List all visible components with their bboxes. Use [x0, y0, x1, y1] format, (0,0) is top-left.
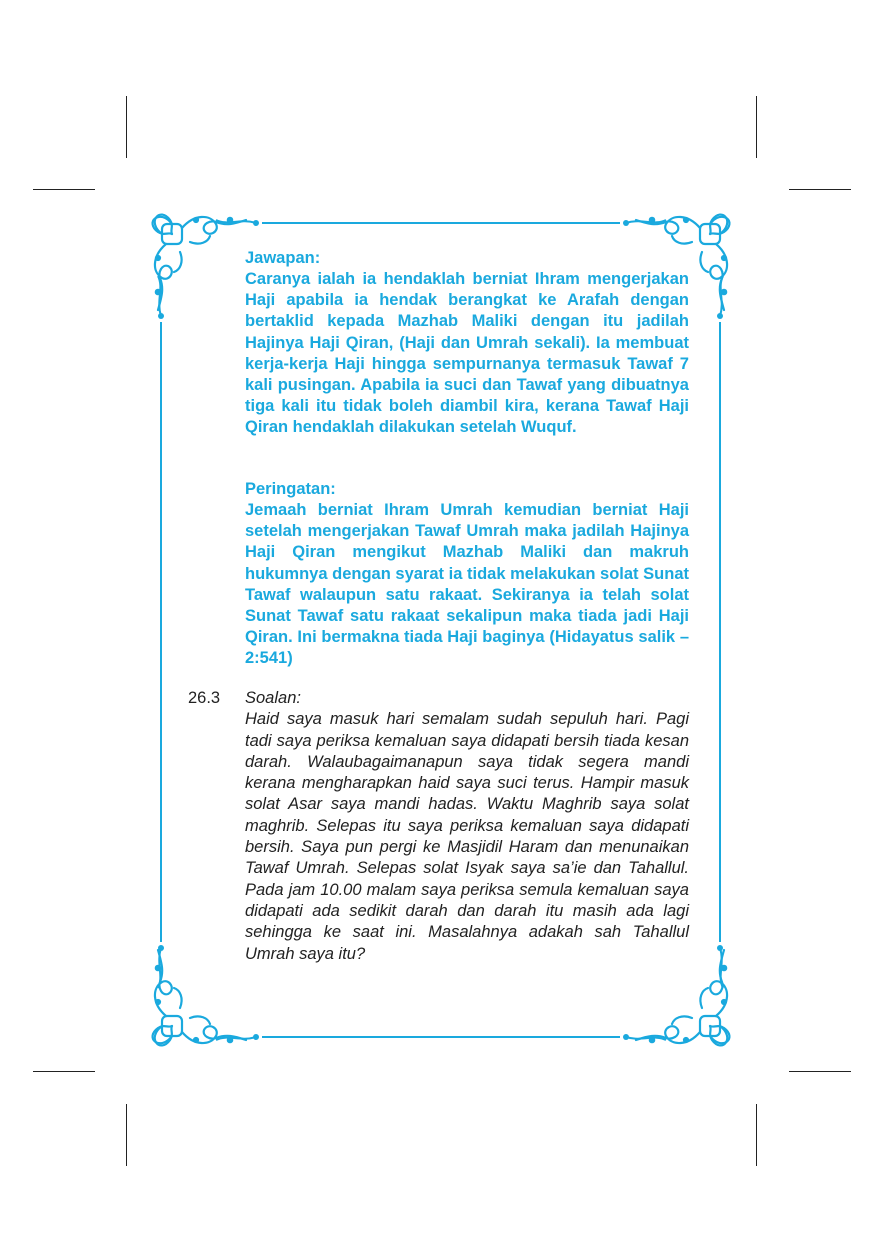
soalan-heading: Soalan: — [245, 689, 301, 707]
peringatan-section — [245, 479, 689, 670]
corner-ornament-top-left — [153, 215, 246, 310]
corner-ornament-bottom-left — [153, 950, 246, 1045]
jawapan-section — [245, 248, 689, 439]
peringatan-heading: Peringatan: — [245, 480, 336, 498]
jawapan-heading: Jawapan: — [245, 249, 321, 267]
soalan-body: Haid saya masuk hari semalam sudah sepuluh hari. Pagi tadi saya periksa kemaluan saya didapati bersih tiada kesan darah. Walaubagaimanapun saya tidak segera mandi kerana mengharapkan haid saya suci terus. Hampir masuk solat Asar saya mandi hadas. Waktu Maghrib saya solat maghrib. Selepas itu saya periksa kemaluan saya didapati bersih. Saya pun pergi ke Masjidil Haram dan menunaikan Tawaf Umrah. Selepas solat Isyak saya sa’ie dan Tahallul. Pada jam 10.00 malam saya periksa semula kemaluan saya didapati ada sedikit darah dan darah itu masih ada lagi sehingga ke saat ini. Masalahnya adakah sah Tahallul Umrah saya itu? — [245, 710, 689, 963]
jawapan-body: Caranya ialah ia hendaklah berniat Ihram mengerjakan Haji apabila ia hendak berangkat ke Arafah dengan bertaklid kepada Mazhab Maliki dengan itu jadilah Hajinya Haji Qiran, (Haji dan Umrah sekali). Ia membuat kerja-kerja Haji hingga sempurnanya termasuk Tawaf 7 kali pusingan. Apabila ia suci dan Tawaf yang dibuatnya tiga kali itu tidak boleh diambil kira, kerana Tawaf Haji Qiran hendaklah dilakukan setelah Wuquf. — [245, 270, 689, 437]
soalan-section — [245, 688, 689, 965]
question-number: 26.3 — [188, 689, 221, 707]
peringatan-body: Jemaah berniat Ihram Umrah kemudian berniat Haji setelah mengerjakan Tawaf Umrah maka jadilah Hajinya Haji Qiran mengikut Mazhab Maliki dan makruh hukumnya dengan syarat ia tidak melakukan solat Sunat Tawaf walaupun satu rakaat. Sekiranya ia telah solat Sunat Tawaf satu rakaat sekalipun maka tiada jadi Haji Qiran. Ini bermakna tiada Haji baginya (Hidayatus salik – 2:541) — [245, 501, 689, 668]
